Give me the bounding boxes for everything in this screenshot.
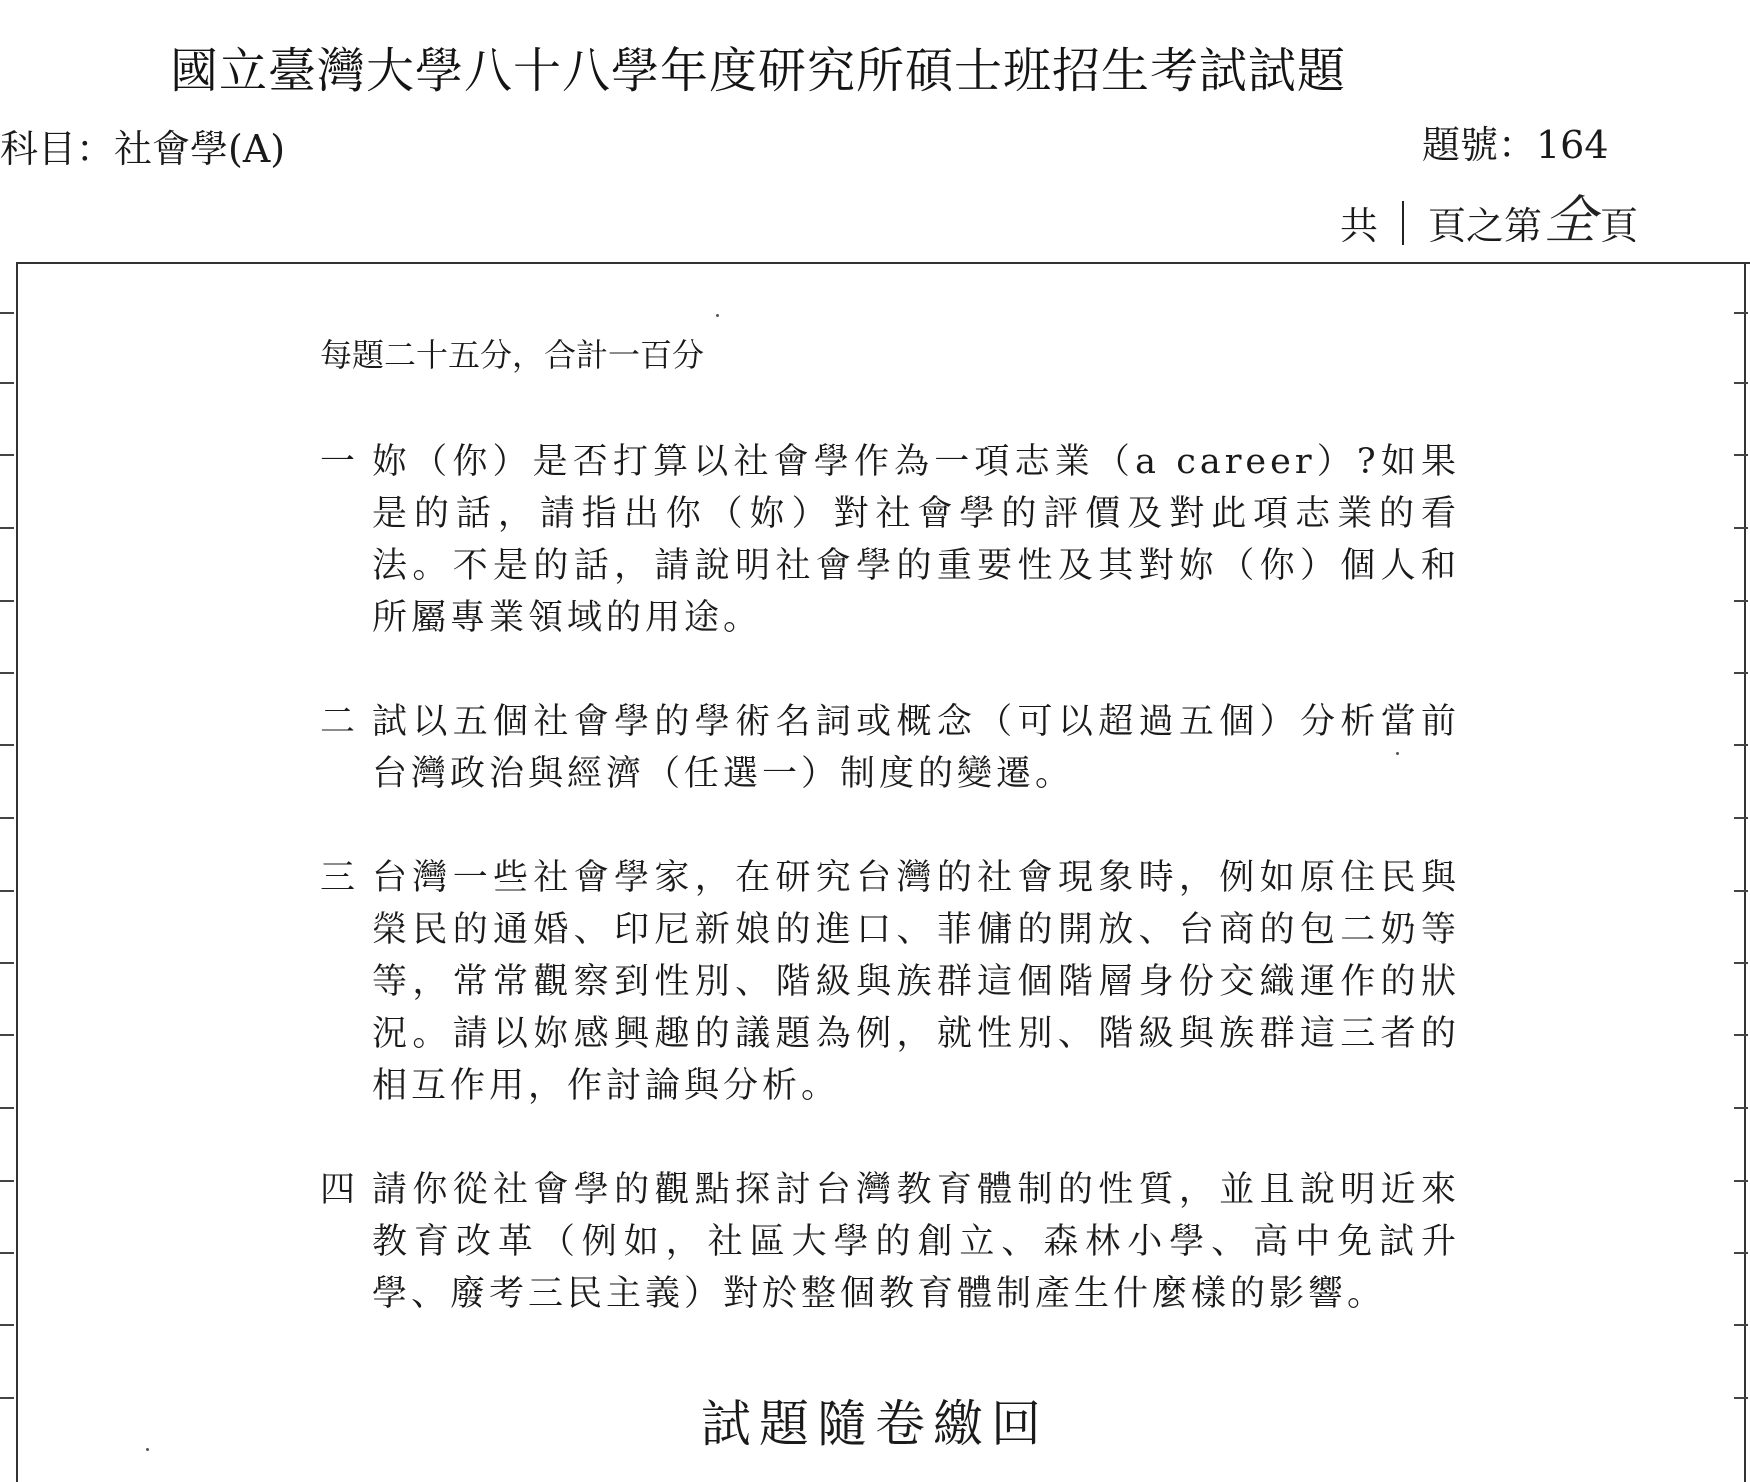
margin-tick [1734, 890, 1748, 892]
right-margin-ticks [1734, 262, 1750, 1465]
margin-tick [1734, 817, 1748, 819]
margin-tick [0, 1034, 14, 1036]
margin-tick [0, 744, 14, 746]
question-number-label: 二 [320, 702, 360, 742]
margin-tick [0, 890, 14, 892]
margin-tick [0, 672, 14, 674]
margin-tick [1734, 1107, 1748, 1109]
margin-tick [1734, 744, 1748, 746]
margin-tick [1734, 382, 1748, 384]
handwritten-page-count-stroke [1402, 201, 1404, 245]
margin-tick [0, 1180, 14, 1182]
question-number-label: 一 [320, 442, 360, 482]
question-item [320, 1164, 1460, 1320]
question-text: 妳（你）是否打算以社會學作為一項志業（a career）?如果是的話，請指出你（妳）對社會學的評價及對此項志業的看法。不是的話，請說明社會學的重要性及其對妳（你）個人和所屬專業領域的用途。 [372, 442, 1460, 638]
subject-label: 科目：社會學(A) [0, 127, 286, 171]
margin-tick [0, 1252, 14, 1254]
score-note: 每題二十五分，合計一百分 [320, 336, 705, 374]
margin-tick [1734, 1180, 1748, 1182]
margin-tick [1734, 527, 1748, 529]
margin-tick [1734, 600, 1748, 602]
page-info-prefix: 共 [1340, 204, 1379, 248]
margin-tick [0, 962, 14, 964]
margin-tick [1734, 1252, 1748, 1254]
question-item [320, 852, 1460, 1112]
margin-tick [0, 312, 14, 314]
margin-tick [1734, 672, 1748, 674]
return-notice: 試題隨卷繳回 [701, 1395, 1049, 1453]
left-margin-ticks [0, 262, 16, 1465]
question-number: 題號：164 [1422, 123, 1609, 167]
question-number-label: 四 [320, 1170, 360, 1210]
exam-title: 國立臺灣大學八十八學年度研究所碩士班招生考試試題 [170, 43, 1347, 99]
margin-tick [1734, 312, 1748, 314]
exam-content [320, 330, 1460, 1372]
page-info-middle: 頁之第 [1428, 204, 1543, 248]
margin-tick [1734, 1034, 1748, 1036]
question-item [320, 436, 1460, 644]
page-info [1340, 192, 1638, 253]
margin-tick [0, 527, 14, 529]
question-text: 請你從社會學的觀點探討台灣教育體制的性質，並且說明近來教育改革（例如，社區大學的創立、森林小學、高中免試升學、廢考三民主義）對於整個教育體制產生什麼樣的影響。 [372, 1170, 1460, 1314]
question-text: 試以五個社會學的學術名詞或概念（可以超過五個）分析當前台灣政治與經濟（任選一）制度的變遷。 [372, 702, 1460, 794]
margin-tick [0, 600, 14, 602]
margin-tick [1734, 454, 1748, 456]
margin-tick [1734, 962, 1748, 964]
margin-tick [0, 1107, 14, 1109]
page-info-suffix: 頁 [1600, 204, 1639, 248]
question-number-label: 三 [320, 858, 360, 898]
question-text: 台灣一些社會學家，在研究台灣的社會現象時，例如原住民與榮民的通婚、印尼新娘的進口、菲傭的開放、台商的包二奶等等，常常觀察到性別、階級與族群這個階層身份交織運作的狀況。請以妳感興趣的議題為例，就性別、階級與族群這三者的相互作用，作討論與分析。 [372, 858, 1460, 1106]
margin-tick [1734, 1324, 1748, 1326]
margin-tick [0, 382, 14, 384]
margin-tick [0, 817, 14, 819]
speck [716, 314, 719, 317]
question-item [320, 696, 1460, 800]
handwritten-page-mark: 全 [1544, 191, 1597, 251]
margin-tick [0, 1324, 14, 1326]
margin-tick [0, 454, 14, 456]
